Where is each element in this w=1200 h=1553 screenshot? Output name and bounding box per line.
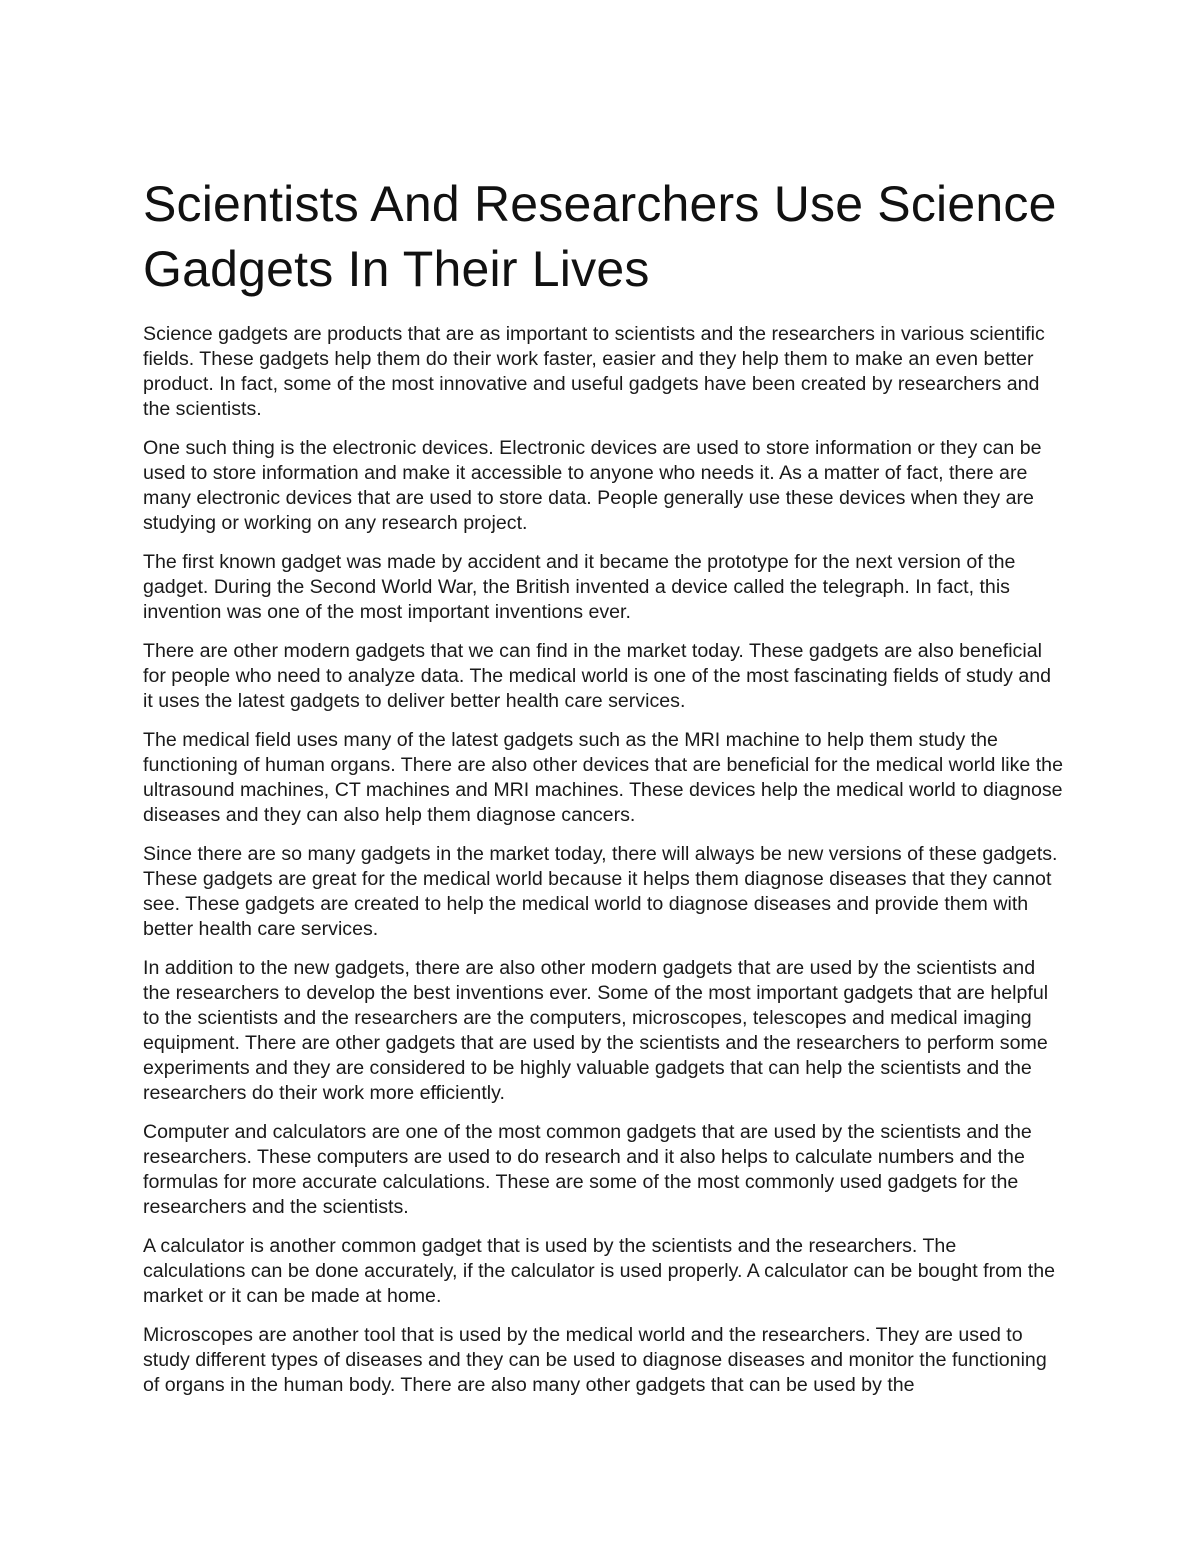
document-title: Scientists And Researchers Use Science Gadgets In Their Lives [143,176,1057,297]
paragraph-7: In addition to the new gadgets, there are also other modern gadgets that are used by the scientists and the researchers to develop the best inventions ever. Some of the most important gadgets that are helpful to the scientists and the researchers are the computers, microscopes, telescopes and medical imaging equipment. There are other gadgets that are used by the scientists and the researchers to perform some experiments and they are considered to be highly valuable gadgets that can help the scientists and the researchers do their work more efficiently. [143,957,1049,1104]
paragraph-2: One such thing is the electronic devices. Electronic devices are used to store information or they can be used to store information and make it accessible to anyone who needs it. As a matter of fact, there are many electronic devices that are used to store data. People generally use these devices when they are studying or working on any research project. [143,437,1042,534]
paragraph-10: Microscopes are another tool that is used by the medical world and the researchers. They are used to study different types of diseases and they can be used to diagnose diseases and monitor the functioning of organs in the human body. There are also many other gadgets that can be used by the [143,1324,1047,1396]
document-body [143,172,1063,1412]
paragraph-9: A calculator is another common gadget that is used by the scientists and the researchers. The calculations can be done accurately, if the calculator is used properly. A calculator can be bought from the market or it can be made at home. [143,1235,1055,1307]
paragraph-6: Since there are so many gadgets in the market today, there will always be new versions of these gadgets. These gadgets are great for the medical world because it helps them diagnose diseases that they cannot see. These gadgets are created to help the medical world to diagnose diseases and provide them with better health care services. [143,843,1058,940]
paragraph-5: The medical field uses many of the latest gadgets such as the MRI machine to help them study the functioning of human organs. There are also other devices that are beneficial for the medical world like the ultrasound machines, CT machines and MRI machines. These devices help the medical world to diagnose diseases and they can also help them diagnose cancers. [143,729,1063,826]
paragraph-4: There are other modern gadgets that we can find in the market today. These gadgets are also beneficial for people who need to analyze data. The medical world is one of the most fascinating fields of study and it uses the latest gadgets to deliver better health care services. [143,640,1052,712]
paragraph-8: Computer and calculators are one of the most common gadgets that are used by the scientists and the researchers. These computers are used to do research and it also helps to calculate numbers and the formulas for more accurate calculations. These are some of the most commonly used gadgets for the researchers and the scientists. [143,1121,1032,1218]
paragraph-3: The first known gadget was made by accident and it became the prototype for the next version of the gadget. During the Second World War, the British invented a device called the telegraph. In fact, this invention was one of the most important inventions ever. [143,551,1016,623]
paragraph-1: Science gadgets are products that are as important to scientists and the researchers in various scientific fields. These gadgets help them do their work faster, easier and they help them to make an even better product. In fact, some of the most innovative and useful gadgets have been created by researchers and the scientists. [143,323,1045,420]
